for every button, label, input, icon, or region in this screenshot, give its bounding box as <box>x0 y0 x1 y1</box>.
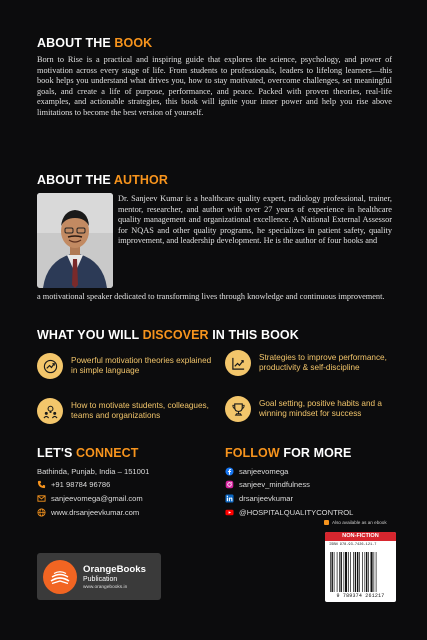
feature-text: How to motivate students, colleagues, teams and organizations <box>71 400 209 420</box>
feature-item <box>37 398 212 424</box>
about-book-heading <box>37 36 152 50</box>
heading-accent-text: DISCOVER <box>142 328 209 342</box>
facebook-icon <box>225 467 234 476</box>
youtube-handle[interactable]: @HOSPITALQUALITYCONTROL <box>239 508 354 517</box>
youtube-row <box>225 508 353 517</box>
orangebooks-logo-icon <box>43 560 77 594</box>
heading-main-text: WHAT YOU WILL <box>37 328 143 342</box>
feature-item <box>225 396 400 422</box>
heading-accent-text: BOOK <box>114 36 153 50</box>
heading-main-text: FOR MORE <box>279 446 352 460</box>
follow-heading <box>225 446 352 460</box>
heading-accent-text: AUTHOR <box>113 173 168 187</box>
feature-text: Strategies to improve performance, productivity & self-discipline <box>259 352 387 372</box>
heading-accent-text: CONNECT <box>76 446 139 460</box>
ebook-note <box>324 520 387 525</box>
address-row <box>37 467 149 476</box>
growth-chart-icon <box>225 350 251 376</box>
feature-text: Goal setting, positive habits and a winning mindset for success <box>259 398 382 418</box>
linkedin-row <box>225 494 293 503</box>
publisher-name: OrangeBooks <box>83 563 146 575</box>
mail-icon <box>37 494 46 503</box>
about-author-text: Dr. Sanjeev Kumar is a healthcare quality expert, radiology professional, trainer, mentor, researcher, and author with over 27 years of experience in healthcare quality management and organizational excellence. A National External Assessor for NQAS and other quality programs, he specializes in patient safety, quality improvement, and leadership development. He is the author of four books and <box>118 194 392 246</box>
feature-text: Powerful motivation theories explained in simple language <box>71 355 212 375</box>
globe-icon <box>37 508 46 517</box>
genre-label: NON-FICTION <box>325 532 396 541</box>
heading-main-text: LET'S <box>37 446 76 460</box>
isbn-barcode-box <box>325 532 396 602</box>
publisher-logo-badge <box>37 553 161 600</box>
facebook-handle[interactable]: sanjeevomega <box>239 467 289 476</box>
instagram-row <box>225 480 310 489</box>
ebook-icon <box>324 520 329 525</box>
author-photo <box>37 193 113 288</box>
feature-item <box>225 350 400 376</box>
lightbulb-chart-icon <box>37 353 63 379</box>
instagram-handle[interactable]: sanjeev_mindfulness <box>239 480 310 489</box>
heading-main-text: ABOUT THE <box>37 36 115 50</box>
address-text: Bathinda, Punjab, India – 151001 <box>37 467 150 476</box>
email-text[interactable]: sanjeevomega@gmail.com <box>51 494 143 503</box>
publisher-text <box>83 564 146 590</box>
heading-accent-text: FOLLOW <box>225 446 280 460</box>
phone-icon <box>37 480 46 489</box>
instagram-icon <box>225 480 234 489</box>
barcode-digits: 9 789374 261217 <box>336 593 385 599</box>
about-author-heading <box>37 173 168 187</box>
website-row <box>37 508 139 517</box>
website-text[interactable]: www.drsanjeevkumar.com <box>51 508 140 517</box>
phone-text: +91 98784 96786 <box>51 480 111 489</box>
trophy-icon <box>225 396 251 422</box>
linkedin-icon <box>225 494 234 503</box>
feature-item <box>37 353 212 379</box>
connect-heading <box>37 446 139 460</box>
heading-main-text: ABOUT THE <box>37 173 114 187</box>
facebook-row <box>225 467 288 476</box>
discover-heading <box>37 328 299 342</box>
about-author-text-continued: a motivational speaker dedicated to transforming lives through knowledge and continuous improvement. <box>37 292 385 301</box>
publisher-url: www.orangebooks.in <box>83 584 128 590</box>
ebook-note-text: Also available as an ebook <box>332 520 387 525</box>
isbn-text: ISBN 978-93-7426-121-7 <box>329 543 377 547</box>
about-book-text: Born to Rise is a practical and inspiring guide that explores the science, psychology, and power of motivation across every stage of life. From students to professionals, leaders to lifelong learners—this book helps you understand what drives you, how to stay motivated, overcome challenges, set meaningful goals, and create a life of purpose, performance, and peace. Packed with proven theories, real-life examples, and actionable strategies, this book will ignite your inner power and help you rise above limitations to become the best version of yourself. <box>37 55 392 117</box>
author-portrait-image <box>37 193 113 288</box>
team-bulb-icon <box>37 398 63 424</box>
linkedin-handle[interactable]: drsanjeevkumar <box>239 494 294 503</box>
publisher-sub: Publication <box>83 575 118 583</box>
heading-tail-text: IN THIS BOOK <box>208 328 299 342</box>
email-row <box>37 494 143 503</box>
barcode-image <box>329 552 392 592</box>
phone-row <box>37 480 110 489</box>
youtube-icon <box>225 508 234 517</box>
